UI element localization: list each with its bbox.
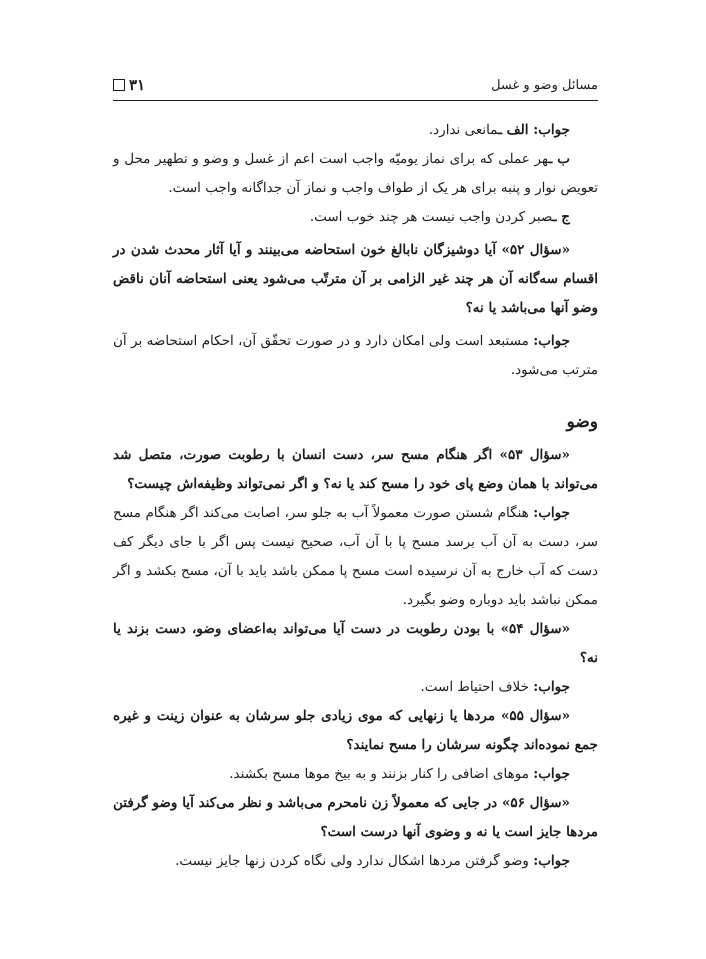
question-label: «سؤال ۵۴» [500, 621, 571, 637]
page-number-text: ۳۱ [129, 76, 146, 94]
question-paragraph [113, 789, 598, 847]
question-paragraph [113, 702, 598, 760]
answer-label: جواب: [533, 333, 570, 349]
answer-label: جواب: [533, 766, 570, 782]
answer-paragraph [113, 327, 598, 385]
page-header [113, 74, 598, 100]
page-number [113, 76, 145, 94]
question-text: اگر هنگام مسح سر، دست انسان با رطوبت صورت، متصل شد می‌تواند با همان وضع پای خود را مسح کند یا نه؟ و اگر نمی‌تواند وظیفه‌اش چیست؟ [113, 447, 598, 492]
question-label: «سؤال ۵۲» [501, 242, 571, 258]
page-body [113, 116, 598, 876]
answer-text: مانعی ندارد. [428, 122, 499, 138]
answer-text: هر عملی که برای نماز یومیّه واجب است اعم از غسل و وضو و تطهیر محل و تعویض نوار و پنبه برای هر یک از طواف واجب و نماز آن جداگانه واجب است. [113, 151, 598, 196]
answer-label: جواب: [533, 853, 570, 869]
question-label: «سؤال ۵۵» [500, 708, 571, 724]
question-text: مردها یا زنهایی که موی زیادی جلو سرشان به عنوان زینت و غیره جمع نموده‌اند چگونه سرشان را مسح نمایند؟ [113, 708, 598, 753]
header-rule [113, 100, 598, 101]
question-text: در جایی که معمولاً زن نامحرم می‌باشد و نظر می‌کند آیا وضو گرفتن مردها جایز است یا نه و وضوی آنها درست است؟ [113, 795, 598, 840]
answer-paragraph [113, 116, 598, 145]
square-ornament-icon [113, 79, 125, 91]
answer-paragraph [113, 673, 598, 702]
answer-label: جواب: الف ـ [498, 122, 570, 138]
answer-text: صبر کردن واجب نیست هر چند خوب است. [309, 209, 553, 225]
question-text: آیا دوشیزگان نابالغ خون استحاضه می‌بینند و آیا آثار محدث شدن در اقسام سه‌گانه آن هر چند غیر الزامی بر آن مترتّب می‌شود یعنی استحاضه آنان ناقض وضو آنها می‌باشد یا نه؟ [113, 242, 598, 316]
answer-text: خلاف احتیاط است. [420, 679, 529, 695]
question-paragraph [113, 236, 598, 323]
section-title: وضو [566, 412, 598, 432]
answer-label: ج ـ [552, 209, 570, 225]
answer-label: جواب: [533, 505, 570, 521]
question-paragraph [113, 441, 598, 499]
answer-paragraph [113, 847, 598, 876]
answer-paragraph [113, 499, 598, 615]
answer-label: ب ـ [548, 151, 570, 167]
answer-text: مستبعد است ولی امکان دارد و در صورت تحقّق آن، احکام استحاضه بر آن مترتب می‌شود. [113, 333, 598, 378]
question-label: «سؤال ۵۶» [501, 795, 570, 811]
answer-paragraph [113, 760, 598, 789]
answer-paragraph [113, 145, 598, 203]
answer-text: موهای اضافی را کنار بزنند و به بیخ موها مسح بکشند. [229, 766, 529, 782]
answer-text: وضو گرفتن مردها اشکال ندارد ولی نگاه کردن زنها جایز نیست. [175, 853, 529, 869]
question-label: «سؤال ۵۳» [499, 447, 570, 463]
answer-label: جواب: [533, 679, 570, 695]
answer-text: هنگام شستن صورت معمولاً آب به جلو سر، اصابت می‌کند اگر هنگام مسح سر، دست به آن آب برسد مسح پا با آن آب، صحیح نیست پس اگر با جای دیگر کف دست که آب خارج به آن نرسیده است مسح پا ممکن باشد باید با آن، مسح بکشد و اگر ممکن نباشد باید دوباره وضو بگیرد. [113, 505, 598, 608]
answer-paragraph [113, 203, 598, 232]
question-text: با بودن رطوبت در دست آیا می‌تواند به‌اعضای وضو، دست بزند یا نه؟ [113, 621, 598, 666]
running-title: مسائل وضو و غسل [491, 78, 598, 93]
question-paragraph [113, 615, 598, 673]
